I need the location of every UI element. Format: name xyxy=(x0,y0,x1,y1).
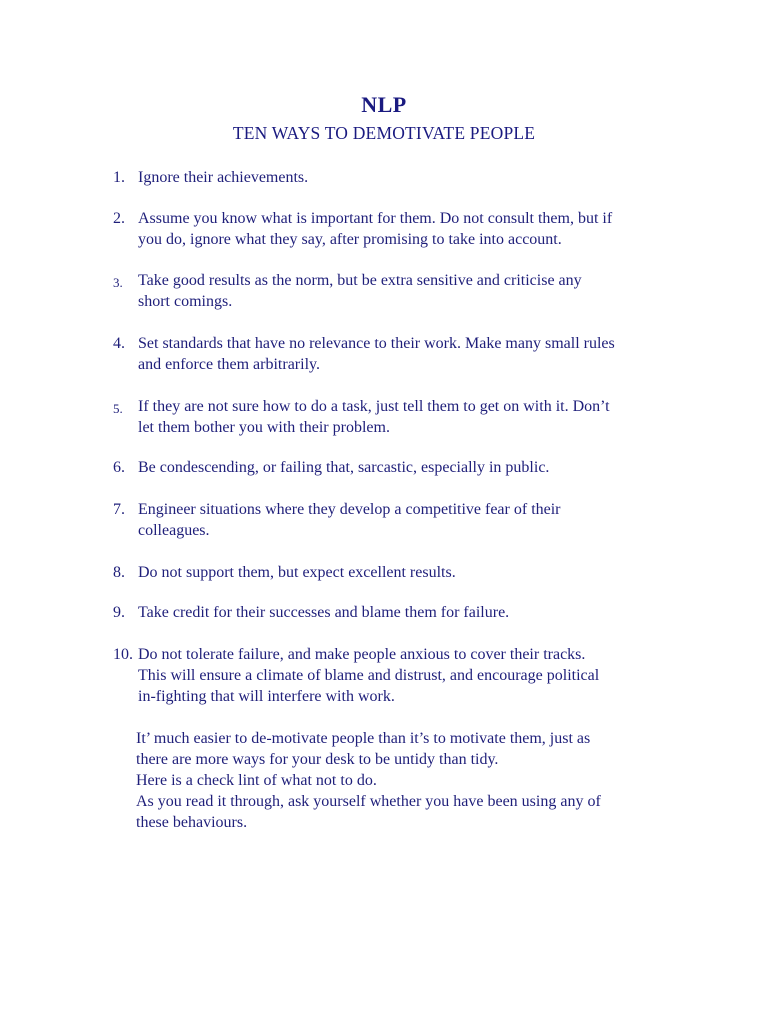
list-item-text xyxy=(138,499,698,541)
list-item-number: 9. xyxy=(113,604,125,621)
list-item-number: 6. xyxy=(113,459,125,476)
closing-paragraph xyxy=(136,728,716,833)
closing-line: these behaviours. xyxy=(136,814,248,831)
list-item-line: and enforce them arbitrarily. xyxy=(138,356,320,373)
closing-line: there are more ways for your desk to be untidy than tidy. xyxy=(136,751,499,768)
list-item-number: 2. xyxy=(113,210,125,227)
list-item-text xyxy=(138,208,698,250)
list-item-line: Take good results as the norm, but be extra sensitive and criticise any xyxy=(138,272,582,289)
list-item-line: Engineer situations where they develop a competitive fear of their xyxy=(138,501,561,518)
list-item-text xyxy=(138,644,698,707)
document-title: NLP xyxy=(361,92,407,117)
list-item-line: colleagues. xyxy=(138,522,210,539)
list-item-line: Be condescending, or failing that, sarcastic, especially in public. xyxy=(138,459,550,476)
list-item-number: 8. xyxy=(113,564,125,581)
list-item-text xyxy=(138,602,698,623)
list-item-line: Take credit for their successes and blame them for failure. xyxy=(138,604,510,621)
list-item-number: 5. xyxy=(113,401,123,416)
list-item-number: 3. xyxy=(113,275,123,290)
list-item-number: 7. xyxy=(113,501,125,518)
list-item-line: Set standards that have no relevance to their work. Make many small rules xyxy=(138,335,615,352)
list-item-line: Do not support them, but expect excellent results. xyxy=(138,564,456,581)
list-item-line: Assume you know what is important for them. Do not consult them, but if xyxy=(138,210,613,227)
list-item-number: 10. xyxy=(113,646,133,663)
list-item-line: Do not tolerate failure, and make people anxious to cover their tracks. xyxy=(138,646,586,663)
list-item-text xyxy=(138,333,698,375)
list-item-line: If they are not sure how to do a task, just tell them to get on with it. Don’t xyxy=(138,398,610,415)
list-item-line: let them bother you with their problem. xyxy=(138,419,390,436)
closing-line: As you read it through, ask yourself whether you have been using any of xyxy=(136,793,601,810)
list-item-text xyxy=(138,396,698,438)
list-item-line: in-fighting that will interfere with work. xyxy=(138,688,395,705)
list-item-number: 4. xyxy=(113,335,125,352)
list-item-line: you do, ignore what they say, after promising to take into account. xyxy=(138,231,562,248)
list-item-line: Ignore their achievements. xyxy=(138,169,309,186)
closing-line: It’ much easier to de-motivate people than it’s to motivate them, just as xyxy=(136,730,591,747)
document-subtitle: TEN WAYS TO DEMOTIVATE PEOPLE xyxy=(232,123,536,143)
list-item-text xyxy=(138,167,698,188)
list-item-line: short comings. xyxy=(138,293,233,310)
list-item-text xyxy=(138,270,698,312)
list-item-text xyxy=(138,562,698,583)
list-item-text xyxy=(138,457,698,478)
closing-line: Here is a check lint of what not to do. xyxy=(136,772,377,789)
list-item-line: This will ensure a climate of blame and distrust, and encourage political xyxy=(138,667,600,684)
list-item-number: 1. xyxy=(113,169,125,186)
